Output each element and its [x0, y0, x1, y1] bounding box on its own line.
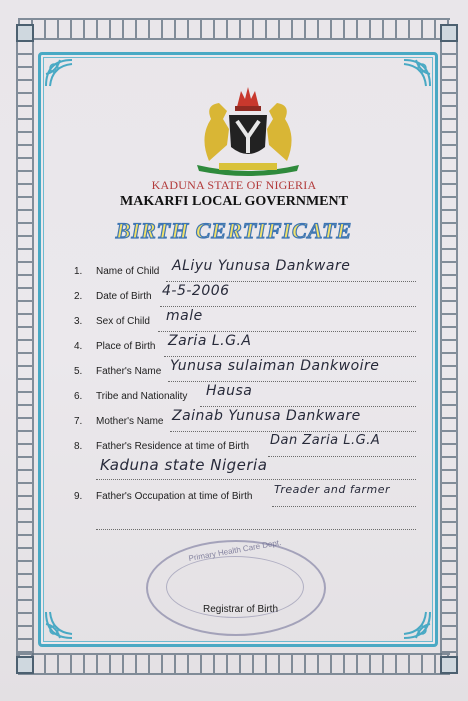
corner-ornament-tr — [398, 56, 434, 92]
field-label: Mother's Name — [96, 416, 164, 427]
field-sex-of-child — [0, 310, 468, 332]
field-label: Father's Residence at time of Birth — [96, 441, 250, 452]
corner-square-bl — [16, 656, 34, 674]
field-number: 7. — [74, 416, 83, 427]
top-greek-border — [18, 18, 450, 40]
field-line — [268, 456, 416, 457]
field-number: 8. — [74, 441, 83, 452]
field-date-of-birth — [0, 285, 468, 307]
corner-ornament-tl — [42, 56, 78, 92]
field-value: Yunusa sulaiman Dankwoire — [170, 358, 380, 374]
field-line — [160, 306, 416, 307]
field-label: Tribe and Nationality — [96, 391, 188, 402]
field-value: Zaria L.G.A — [168, 333, 252, 349]
field-number: 4. — [74, 341, 83, 352]
field-value: Hausa — [206, 383, 253, 399]
field-line — [158, 331, 416, 332]
field-line — [272, 506, 416, 507]
field-line — [170, 431, 416, 432]
field-label: Father's Occupation at time of Birth — [96, 491, 253, 502]
field-value: 4-5-2006 — [162, 283, 230, 299]
corner-ornament-br — [398, 606, 434, 642]
field-number: 2. — [74, 291, 83, 302]
field-line — [164, 356, 416, 357]
field-blank-line — [0, 508, 468, 530]
bottom-greek-border — [18, 653, 450, 675]
corner-square-br — [440, 656, 458, 674]
field-fathers-residence — [0, 435, 468, 457]
field-number: 3. — [74, 316, 83, 327]
field-fathers-residence-continued — [0, 458, 468, 480]
field-label: Date of Birth — [96, 291, 152, 302]
field-line — [166, 281, 416, 282]
field-label: Place of Birth — [96, 341, 156, 352]
field-line — [200, 406, 416, 407]
field-place-of-birth — [0, 335, 468, 357]
official-stamp — [146, 537, 326, 636]
field-number: 6. — [74, 391, 83, 402]
field-value: ALiyu Yunusa Dankware — [172, 258, 351, 274]
field-value: Treader and farmer — [274, 483, 390, 496]
field-fathers-occupation — [0, 485, 468, 507]
stamp-text: Primary Health Care Dept. — [187, 537, 282, 564]
field-number: 5. — [74, 366, 83, 377]
coat-of-arms-icon — [189, 85, 307, 177]
certificate-title: BIRTH CERTIFICATE — [115, 218, 353, 243]
field-number: 1. — [74, 266, 83, 277]
corner-square-tl — [16, 24, 34, 42]
field-label: Name of Child — [96, 266, 160, 277]
corner-square-tr — [440, 24, 458, 42]
field-value: Dan Zaria L.G.A — [270, 433, 381, 448]
field-value: Kaduna state Nigeria — [100, 456, 268, 474]
field-value: male — [166, 308, 203, 324]
field-line — [96, 529, 416, 530]
corner-ornament-bl — [42, 606, 78, 642]
registrar-signature-label: Registrar of Birth — [203, 604, 279, 615]
field-name-of-child — [0, 260, 468, 282]
field-number: 9. — [74, 491, 83, 502]
field-line — [96, 479, 416, 480]
field-mothers-name — [0, 410, 468, 432]
field-label: Father's Name — [96, 366, 162, 377]
field-tribe-and-nationality — [0, 385, 468, 407]
field-line — [168, 381, 416, 382]
field-label: Sex of Child — [96, 316, 150, 327]
field-fathers-name — [0, 360, 468, 382]
local-government-heading: MAKARFI LOCAL GOVERNMENT — [120, 194, 348, 209]
state-heading: KADUNA STATE OF NIGERIA — [151, 178, 317, 192]
field-value: Zainab Yunusa Dankware — [172, 408, 361, 424]
